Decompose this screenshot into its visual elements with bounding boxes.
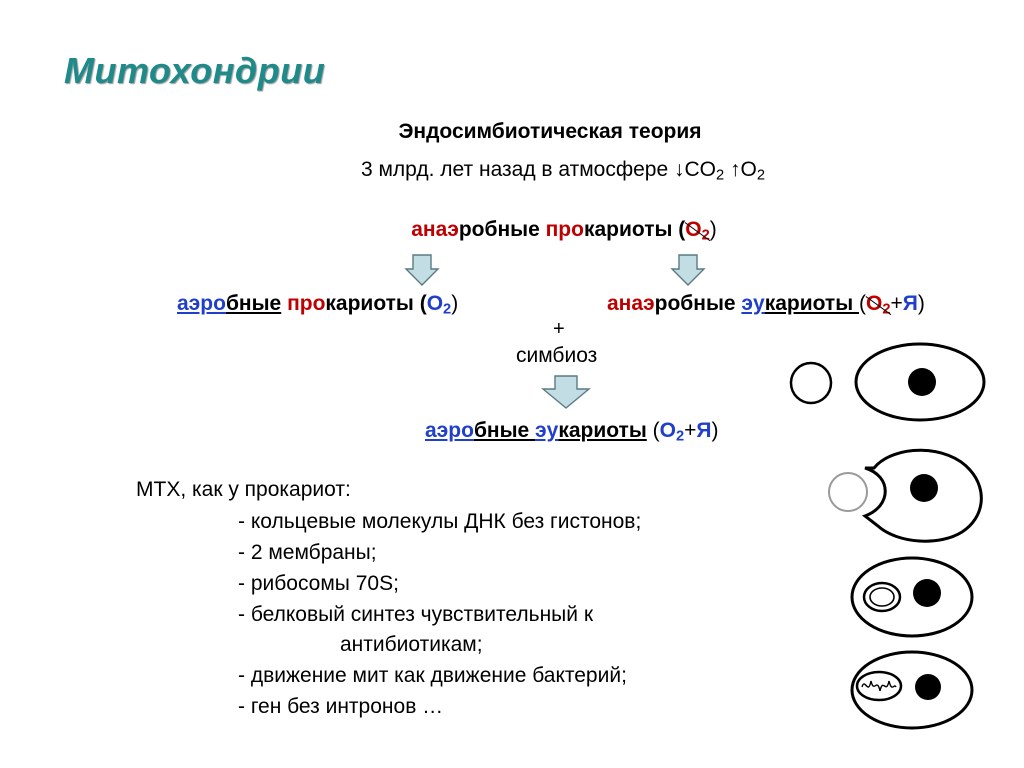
ana-prefix: анаэ: [411, 218, 459, 241]
feature-item: - белковый синтез чувствительный к: [238, 603, 594, 626]
cell-stage-free-bacterium: [791, 344, 984, 420]
oxygen-formula: O: [659, 419, 676, 442]
slide-title: Митохондрии: [64, 50, 326, 91]
nucleus-symbol: Я: [696, 419, 712, 442]
nucleus: [915, 674, 941, 700]
mtx-heading: МТХ, как у прокариот:: [136, 478, 351, 501]
ana-root: робные: [458, 218, 546, 241]
karyotes-word: кариоты (: [325, 292, 427, 315]
intro-text: 3 млрд. лет назад в атмосфере: [360, 158, 674, 181]
aero-prefix: аэро: [425, 419, 474, 442]
bacterium: [791, 363, 831, 403]
down-arrow-icon: [404, 253, 440, 287]
feature-item: антибиотикам;: [340, 633, 483, 656]
endosymbiosis-diagram: [780, 340, 1020, 740]
pro-prefix: про: [545, 218, 584, 241]
aero-root: бные: [473, 419, 536, 442]
feature-item: - ген без интронов …: [238, 695, 444, 718]
down-arrow-icon: [541, 374, 591, 410]
subtitle: Эндосимбиотическая теория: [398, 120, 702, 143]
crossed-oxygen: $O_2$: [865, 292, 891, 318]
down-arrow-icon: [670, 253, 706, 287]
aerobic-prokaryotes-line: аэробные прокариоты $(O_2)$: [177, 292, 459, 318]
close-paren: ): [709, 218, 717, 241]
pro-prefix: про: [287, 292, 326, 315]
eu-prefix: эу: [535, 419, 559, 442]
nucleus: [908, 368, 936, 396]
feature-item: - рибосомы 70S;: [238, 572, 399, 595]
up-arrow-symbol: ↑: [730, 158, 741, 181]
plus-sign: +: [553, 318, 565, 340]
inner-membrane: [870, 588, 894, 606]
karyotes-word: кариоты (: [583, 218, 686, 241]
co-subscript: 2: [716, 167, 725, 184]
feature-item: - движение мит как движение бактерий;: [238, 664, 627, 687]
down-arrow-symbol: ↓: [674, 158, 685, 181]
crossed-oxygen: $O_2$: [685, 218, 710, 244]
bacterium: [829, 473, 867, 511]
aerobic-eukaryotes-line: аэробные эукариоты $(O_2+Я)$: [425, 419, 719, 445]
o-formula: O: [740, 158, 757, 181]
oxygen-subscript: 2: [675, 428, 685, 445]
nucleus: [910, 474, 938, 502]
oxygen-subscript: 2: [443, 301, 452, 318]
feature-item: - 2 мембраны;: [238, 541, 377, 564]
karyotes-word: кариоты: [558, 419, 647, 442]
aero-root: бные: [225, 292, 282, 315]
symbiosis-label: симбиоз: [516, 344, 598, 367]
anaerobic-eukaryotes-line: анаэробные эукариоты $(O_2+Я)$: [607, 292, 925, 318]
aero-prefix: аэро: [177, 292, 226, 315]
co-formula: CO: [684, 158, 716, 181]
ana-root: робные: [654, 292, 742, 315]
ana-prefix: анаэ: [607, 292, 655, 315]
cell-stage-mitochondrion: [852, 652, 972, 728]
feature-item: - кольцевые молекулы ДНК без гистонов;: [238, 510, 642, 533]
intro-line: [0, 158, 1024, 184]
eu-prefix: эу: [741, 292, 765, 315]
anaerobic-prokaryotes-line: [0, 218, 1024, 244]
cell-stage-double-membrane: [852, 558, 972, 636]
oxygen-formula: O: [426, 292, 444, 315]
o-subscript: 2: [756, 167, 766, 184]
nucleus-symbol: Я: [902, 292, 918, 315]
cell-stage-engulfment: [829, 450, 981, 541]
karyotes-word: кариоты: [764, 292, 859, 315]
nucleus: [913, 579, 941, 607]
